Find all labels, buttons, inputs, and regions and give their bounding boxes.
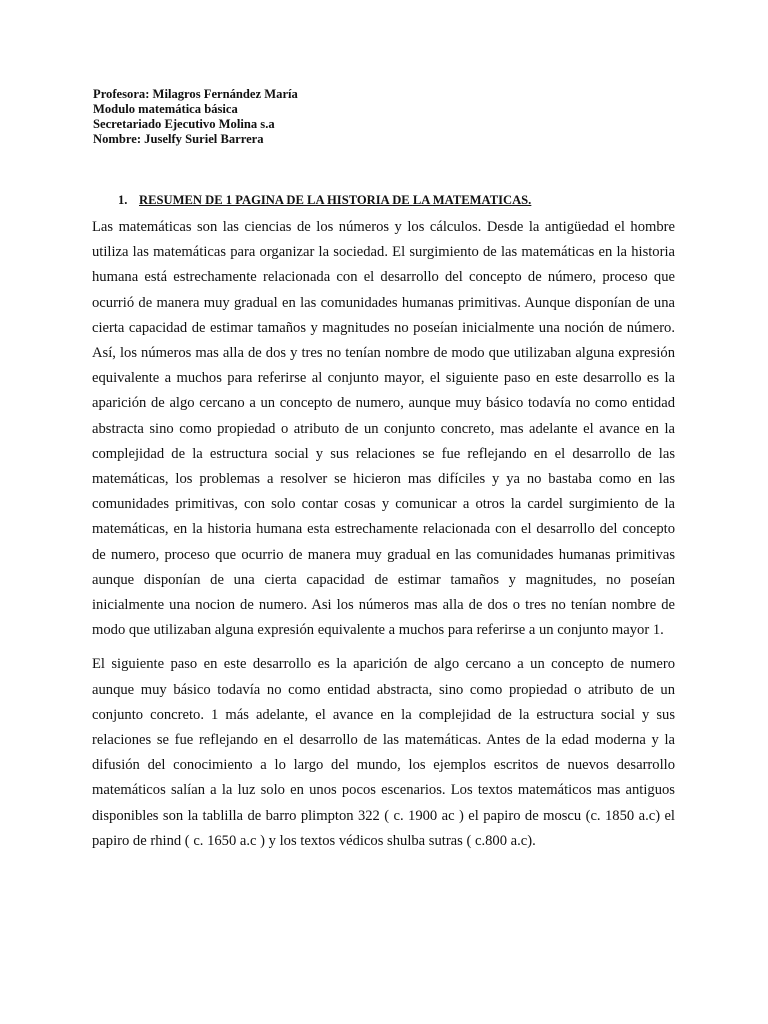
institution-line: Secretariado Ejecutivo Molina s.a (93, 117, 275, 131)
paragraph: El siguiente paso en este desarrollo es la aparición de algo cercano a un concepto de numero aunque muy básico todavía no como entidad abstracta, sino como propiedad o atributo de un conjunto concreto. 1 más adelante, el avance en la complejidad de la estructura social y sus relaciones se fue reflejando en el desarrollo de las matemáticas. Antes de la edad moderna y la difusión del conocimiento a lo largo del mundo, los ejemplos escritos de nuevos desarrollo matemáticos salían a la luz solo en unos pocos escenarios. Los textos matemáticos mas antiguos disponibles son la tablilla de barro plimpton 322 ( c. 1900 ac ) el papiro de moscu (c. 1850 a.c) el papiro de rhind ( c. 1650 a.c ) y los textos védicos shulba sutras ( c.800 a.c). (92, 656, 675, 849)
section-number: 1. (118, 193, 128, 207)
paragraph: Las matemáticas son las ciencias de los números y los cálculos. Desde la antigüedad el hombre utiliza las matemáticas para organizar la sociedad. El surgimiento de las matemáticas en la historia humana está estrechamente relacionada con el desarrollo del concepto de número, proceso que ocurrió de manera muy gradual en las comunidades humanas primitivas. Aunque disponían de una cierta capacidad de estimar tamaños y magnitudes no poseían inicialmente una noción de número. Así, los números mas alla de dos y tres no tenían nombre de modo que utilizaban alguna expresión equivalente a muchos para referirse al conjunto mayor, el siguiente paso en este desarrollo es la aparición de algo cercano a un concepto de numero, aunque muy básico todavía no como entidad abstracta sino como propiedad o atributo de un conjunto concreto, mas adelante el avance en la complejidad de la estructura social y sus relaciones se fue reflejando en el desarrollo de las matemáticas, los problemas a resolver se hicieron mas difíciles y ya no bastaba como en las comunidades primitivas, con solo contar cosas y comunicar a otros la cardel surgimiento de la matemáticas, en la historia humana esta estrechamente relacionada con el desarrollo del concepto de numero, proceso que ocurrio de manera muy gradual en las comunidades humanas primitivas aunque disponían de una cierta capacidad de estimar tamaños y magnitudes, no poseían inicialmente una nocion de numero. Asi los números mas alla de dos o tres no tenían nombre de modo que utilizaban alguna expresión equivalente a muchos para referirse a un conjunto mayor 1. (92, 219, 675, 639)
document-header (93, 87, 653, 147)
student-name-line: Nombre: Juselfy Suriel Barrera (93, 132, 264, 146)
document-body (92, 215, 675, 854)
professor-line: Profesora: Milagros Fernández María (93, 87, 298, 101)
section-heading (118, 193, 678, 208)
section-title: RESUMEN DE 1 PAGINA DE LA HISTORIA DE LA MATEMATICAS. (139, 193, 532, 207)
module-line: Modulo matemática básica (93, 102, 238, 116)
